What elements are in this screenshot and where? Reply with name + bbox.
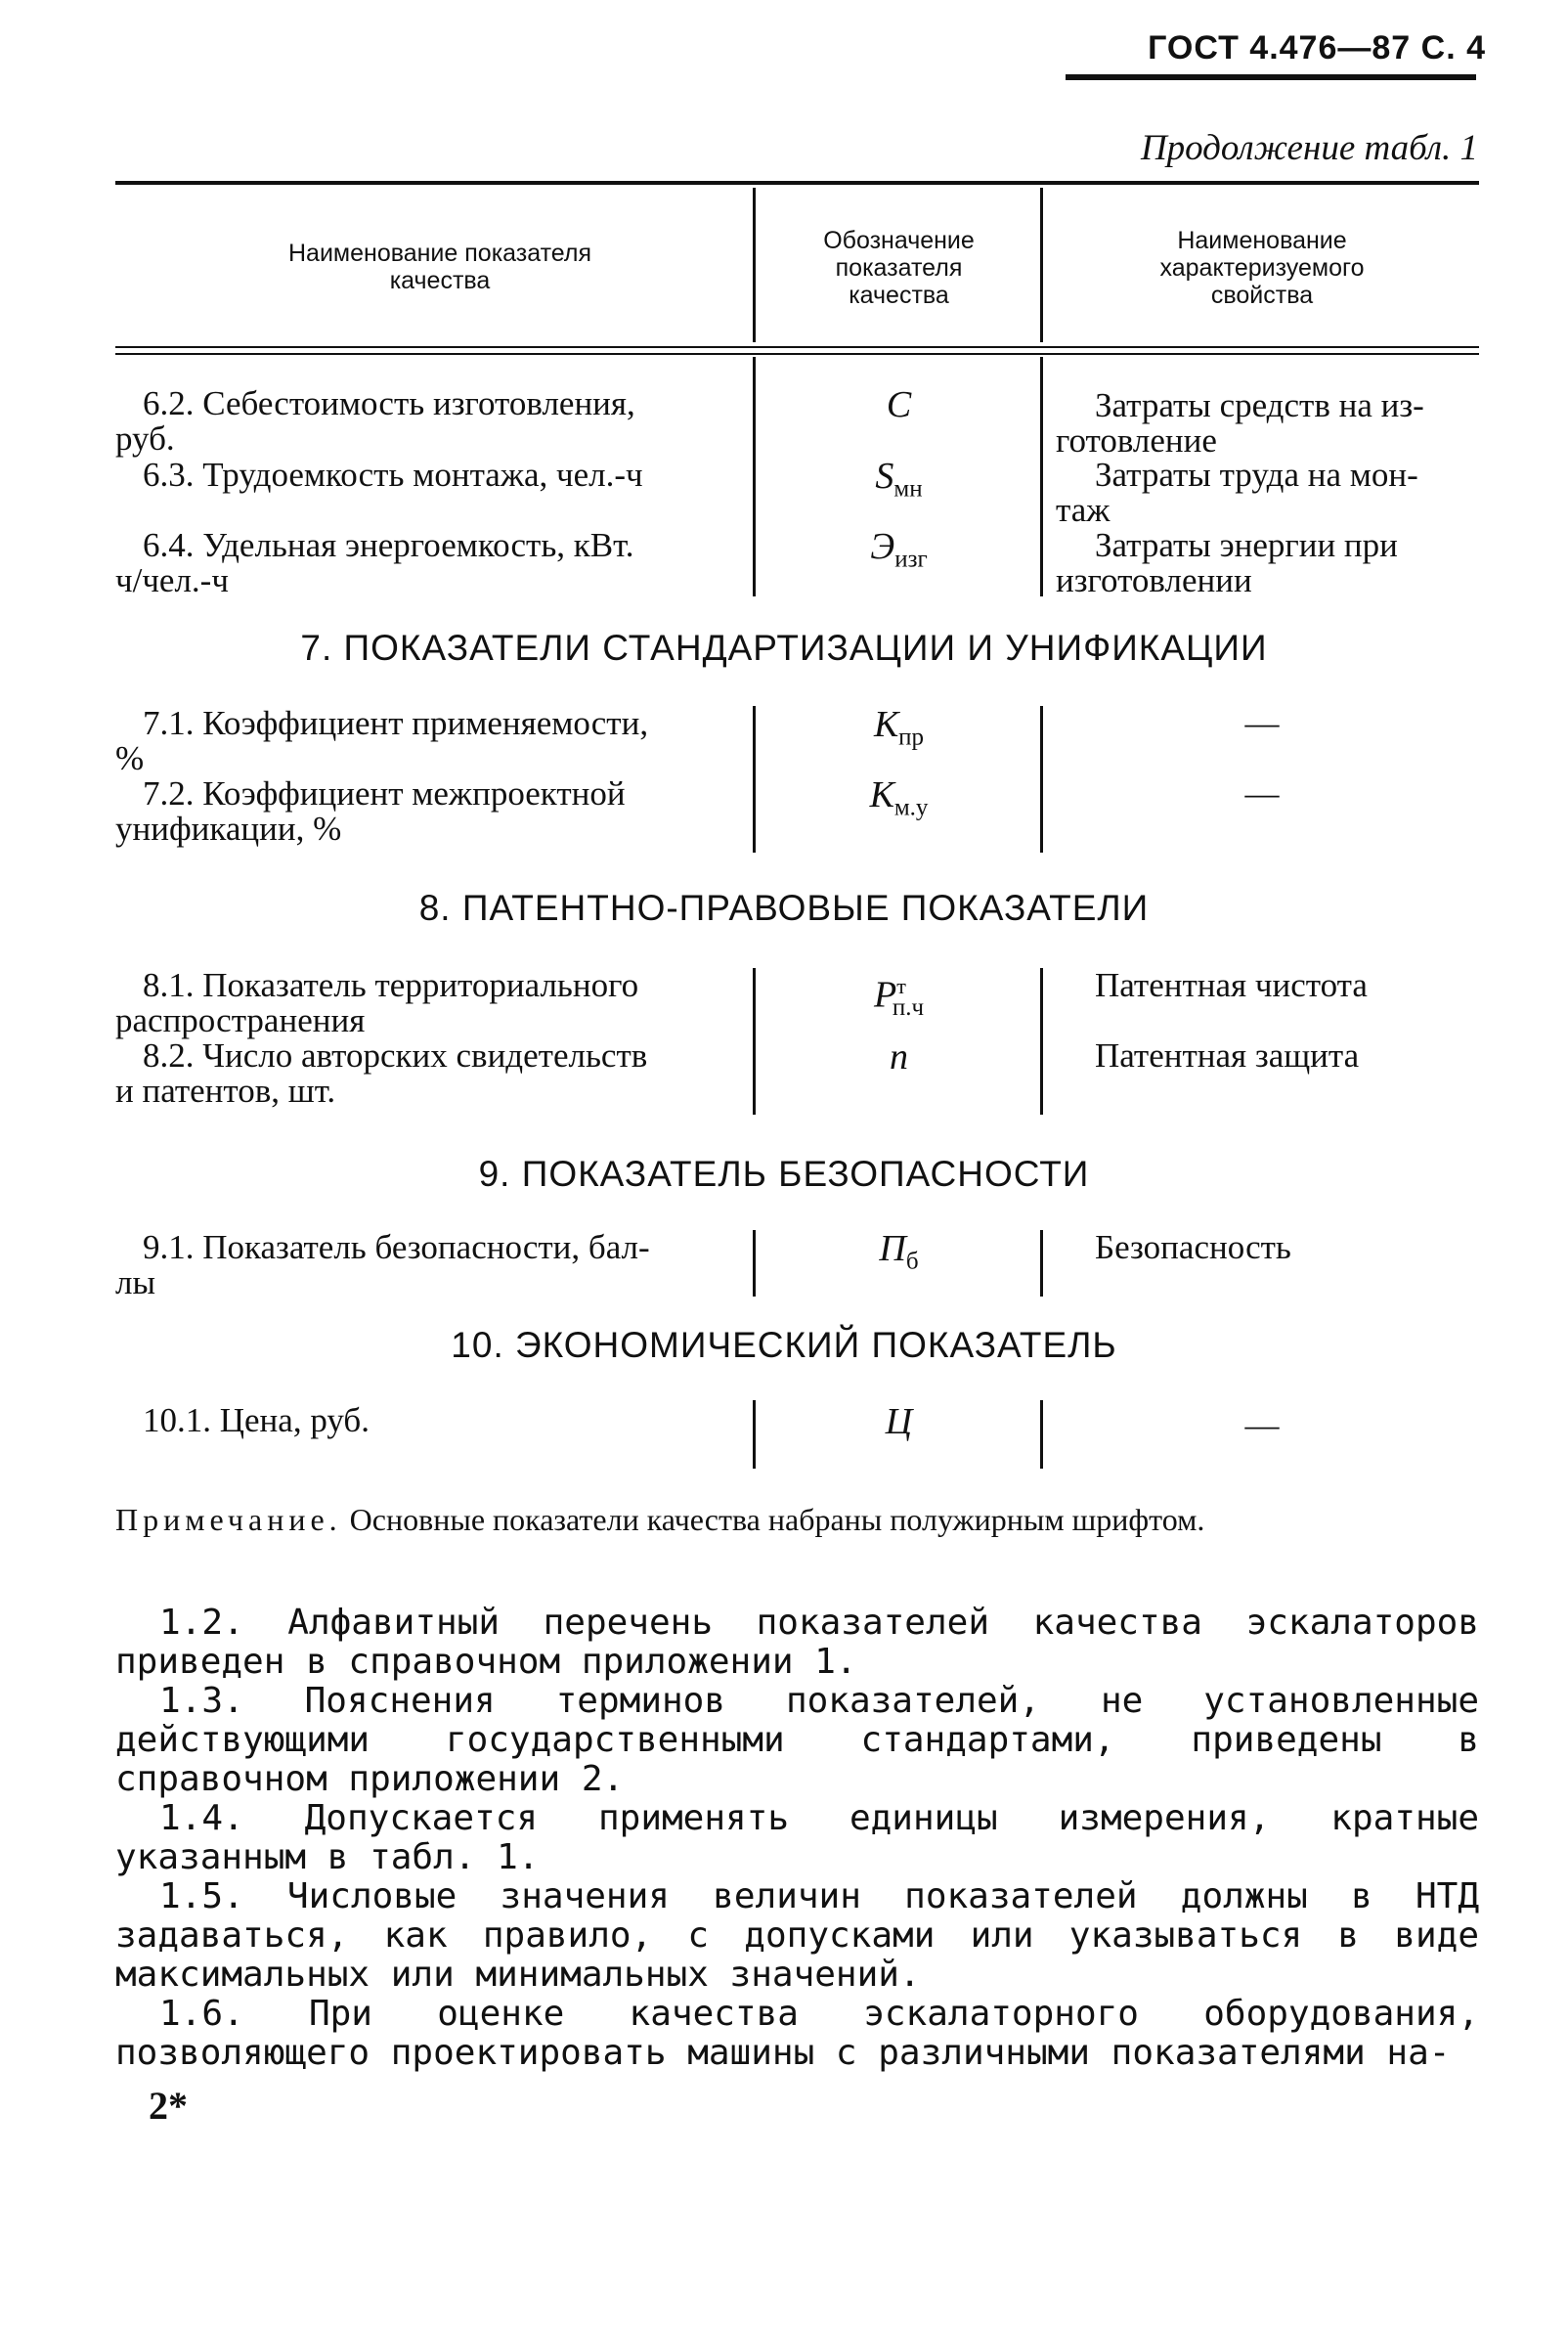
row-8-1-property: Патентная чистота bbox=[1095, 966, 1368, 1004]
divider-9-2 bbox=[1040, 1230, 1043, 1297]
table-header-rule-1 bbox=[115, 346, 1479, 348]
document-code: ГОСТ 4.476—87 С. 4 bbox=[1148, 29, 1486, 66]
header-divider-2 bbox=[1040, 188, 1043, 342]
row-9-1-property: Безопасность bbox=[1095, 1228, 1291, 1266]
row-8-2-property: Патентная защита bbox=[1095, 1036, 1360, 1075]
table-header-rule-2 bbox=[115, 353, 1479, 355]
row-7-1-property: — bbox=[1244, 704, 1280, 742]
section-7-title: 7. ПОКАЗАТЕЛИ СТАНДАРТИЗАЦИИ И УНИФИКАЦИИ bbox=[300, 628, 1268, 668]
paragraph-1-3: 1.3. Пояснения терминов показателей, не установленные действующими государственными стандартами, приведены в справочном приложении 2. bbox=[115, 1681, 1479, 1799]
header-divider-1 bbox=[753, 188, 756, 342]
table-note bbox=[115, 1501, 1479, 1538]
row-6-3-property: Затраты труда на мон- таж bbox=[1056, 456, 1418, 529]
divider-8-1 bbox=[753, 968, 756, 1115]
row-8-2-symbol: n bbox=[890, 1036, 908, 1078]
paragraph-1-2: 1.2. Алфавитный перечень показателей качества эскалаторов приведен в справочном приложении 1. bbox=[115, 1603, 1479, 1682]
row-8-2-name: 8.2. Число авторских свидетельств и патентов, шт. bbox=[115, 1036, 648, 1110]
row-6-3-symbol: $S_{мн}$ bbox=[875, 456, 923, 503]
row-10-1-property: — bbox=[1244, 1406, 1280, 1444]
row-10-1-name: 10.1. Цена, руб. bbox=[143, 1401, 370, 1439]
col-header-name: Наименование показателя качества bbox=[288, 240, 591, 294]
col-header-symbol: Обозначение показателя качества bbox=[823, 227, 975, 309]
row-6-2-name: 6.2. Себестоимость изготовления, руб. bbox=[115, 384, 635, 458]
section-8-title: 8. ПАТЕНТНО-ПРАВОВЫЕ ПОКАЗАТЕЛИ bbox=[418, 888, 1150, 928]
paragraph-1-4: 1.4. Допускается применять единицы измерения, кратные указанным в табл. 1. bbox=[115, 1798, 1479, 1877]
section-10-title: 10. ЭКОНОМИЧЕСКИЙ ПОКАЗАТЕЛЬ bbox=[451, 1325, 1117, 1365]
divider-10-2 bbox=[1040, 1400, 1043, 1469]
divider-8-2 bbox=[1040, 968, 1043, 1115]
signature-mark: 2* bbox=[149, 2084, 188, 2128]
row-10-1-symbol: Ц bbox=[885, 1401, 913, 1442]
row-7-2-property: — bbox=[1244, 774, 1280, 813]
section-9-title: 9. ПОКАЗАТЕЛЬ БЕЗОПАСНОСТИ bbox=[478, 1154, 1090, 1194]
table-top-rule bbox=[115, 181, 1479, 185]
note-label: Примечание. bbox=[115, 1502, 342, 1537]
row-6-2-symbol: С bbox=[886, 384, 912, 425]
row-7-1-symbol: $К_{пр}$ bbox=[873, 704, 925, 751]
col-header-property: Наименование характеризуемого свойства bbox=[1159, 227, 1365, 309]
divider-9-1 bbox=[753, 1230, 756, 1297]
row-7-1-name: 7.1. Коэффициент применяемости, % bbox=[115, 704, 649, 777]
row-8-1-name: 8.1. Показатель территориального распространения bbox=[115, 966, 639, 1039]
paragraph-1-5: 1.5. Числовые значения величин показателей должны в НТД задаваться, как правило, с допусками или указываться в виде максимальных или минимальных значений. bbox=[115, 1876, 1479, 1995]
table-continuation-label: Продолжение табл. 1 bbox=[1140, 128, 1478, 168]
row-7-2-symbol: $К_{м.у}$ bbox=[869, 774, 929, 821]
header-rule bbox=[1066, 74, 1476, 80]
row-6-4-name: 6.4. Удельная энергоемкость, кВт. ч/чел.-ч bbox=[115, 526, 634, 599]
note-text: Основные показатели качества набраны полужирным шрифтом. bbox=[349, 1502, 1205, 1537]
divider-7-1 bbox=[753, 706, 756, 853]
row-6-4-property: Затраты энергии при изготовлении bbox=[1056, 526, 1398, 599]
row-6-3-name: 6.3. Трудоемкость монтажа, чел.-ч bbox=[143, 456, 643, 494]
body-paragraphs bbox=[115, 1604, 1479, 2073]
row-8-1-symbol: $P^т_{п.ч}$ bbox=[873, 974, 925, 1022]
paragraph-1-6: 1.6. При оценке качества эскалаторного оборудования, позволяющего проектировать машины с различными показателями на- bbox=[115, 1994, 1479, 2073]
row-6-2-property: Затраты средств на из- готовление bbox=[1056, 386, 1424, 460]
divider-6-1 bbox=[753, 357, 756, 596]
row-9-1-name: 9.1. Показатель безопасности, бал- лы bbox=[115, 1228, 650, 1301]
row-7-2-name: 7.2. Коэффициент межпроектной унификации, % bbox=[115, 774, 626, 848]
divider-6-2 bbox=[1040, 357, 1043, 596]
row-6-4-symbol: $Э_{изг}$ bbox=[870, 526, 928, 573]
divider-7-2 bbox=[1040, 706, 1043, 853]
row-9-1-symbol: $П_б$ bbox=[879, 1228, 919, 1275]
divider-10-1 bbox=[753, 1400, 756, 1469]
